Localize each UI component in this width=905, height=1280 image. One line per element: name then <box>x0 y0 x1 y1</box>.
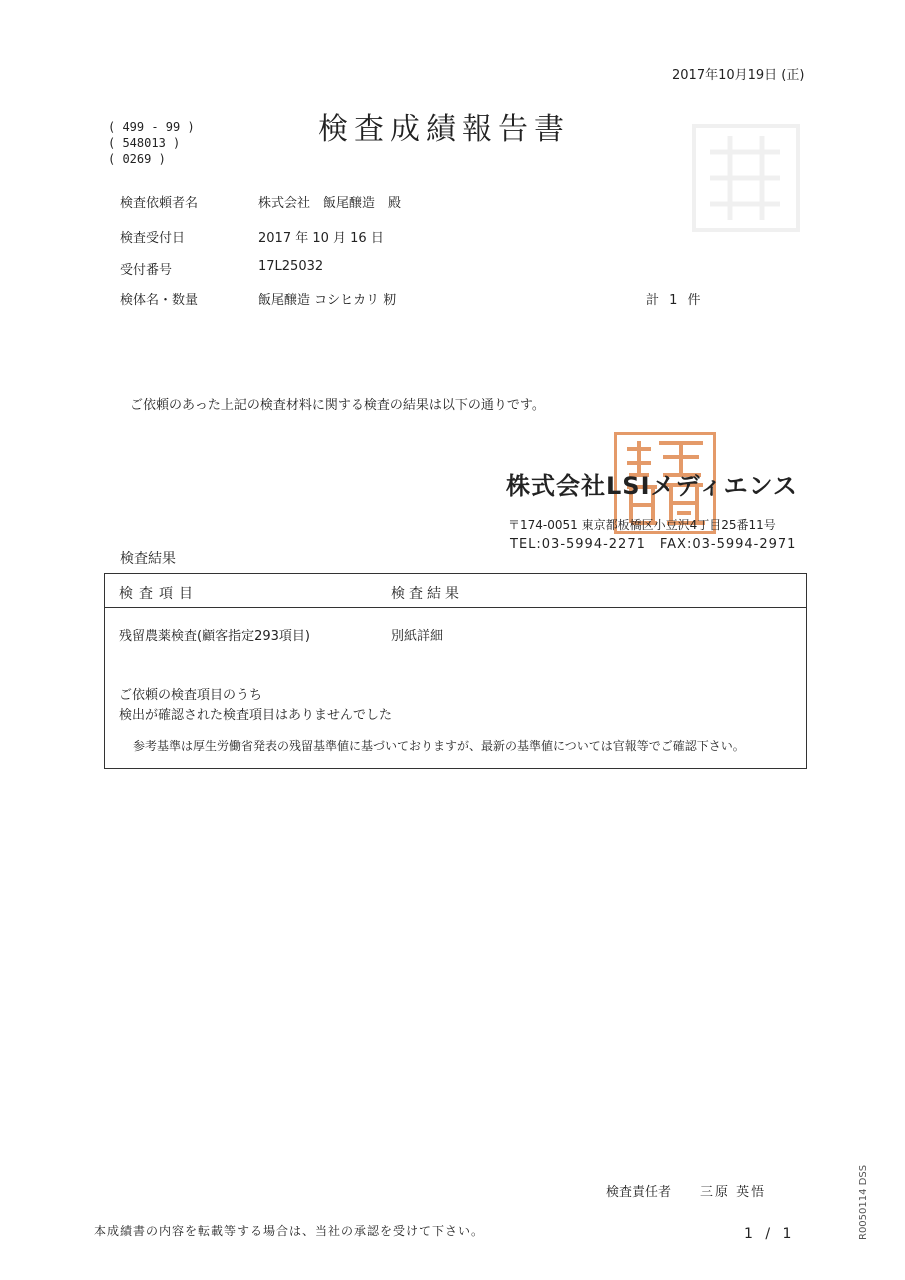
reference-code-2: ( 548013 ) <box>108 136 181 150</box>
faded-seal-graphic <box>690 122 802 234</box>
reference-code-1: ( 499 - 99 ) <box>108 120 195 134</box>
reference-standard-note: 参考基準は厚生労働省発表の残留基準値に基づいておりますが、最新の基準値については官報等でご確認下さい。 <box>133 739 745 753</box>
field-label-received-date: 検査受付日 <box>120 231 186 246</box>
column-header-result: 検査結果 <box>391 586 463 602</box>
field-label-sample: 検体名・数量 <box>120 293 199 308</box>
document-code: R0050114 DSS <box>858 1164 869 1240</box>
page-title: 検査成績報告書 <box>318 112 570 147</box>
company-name: 株式会社LSIメディエンス <box>506 472 798 500</box>
reprint-notice: 本成績書の内容を転載等する場合は、当社の承認を受けて下さい。 <box>94 1224 485 1238</box>
company-address: 〒174-0051 東京都板橋区小豆沢4丁目25番11号 <box>508 518 776 532</box>
results-heading: 検査結果 <box>120 551 176 567</box>
field-value-sample: 飯尾醸造 コシヒカリ 籾 <box>258 293 397 308</box>
test-result: 別紙詳細 <box>391 629 444 644</box>
header-divider <box>105 607 806 608</box>
field-value-receipt-number: 17L25032 <box>258 259 324 274</box>
intro-text: ご依頼のあった上記の検査材料に関する検査の結果は以下の通りです。 <box>130 398 545 413</box>
test-item: 残留農薬検査(顧客指定293項目) <box>119 629 310 644</box>
page-number: 1 / 1 <box>744 1226 796 1242</box>
inspector-label: 検査責任者 <box>606 1185 672 1200</box>
field-value-received-date: 2017 年 10 月 16 日 <box>258 231 384 246</box>
result-note-line-2: 検出が確認された検査項目はありませんでした <box>119 708 393 723</box>
field-label-requester: 検査依頼者名 <box>120 196 199 211</box>
inspector-name: 三原 英悟 <box>700 1185 767 1200</box>
column-header-item: 検査項目 <box>119 586 199 602</box>
sample-count: 計 1 件 <box>646 293 704 308</box>
field-label-receipt-number: 受付番号 <box>120 263 173 278</box>
reference-code-3: ( 0269 ) <box>108 152 166 166</box>
field-value-requester: 株式会社 飯尾醸造 殿 <box>258 196 402 211</box>
company-phone-fax: TEL:03-5994-2271 FAX:03-5994-2971 <box>510 537 797 552</box>
issue-date: 2017年10月19日 (正) <box>672 68 805 83</box>
result-note-line-1: ご依頼の検査項目のうち <box>119 688 263 703</box>
results-table <box>104 573 807 769</box>
